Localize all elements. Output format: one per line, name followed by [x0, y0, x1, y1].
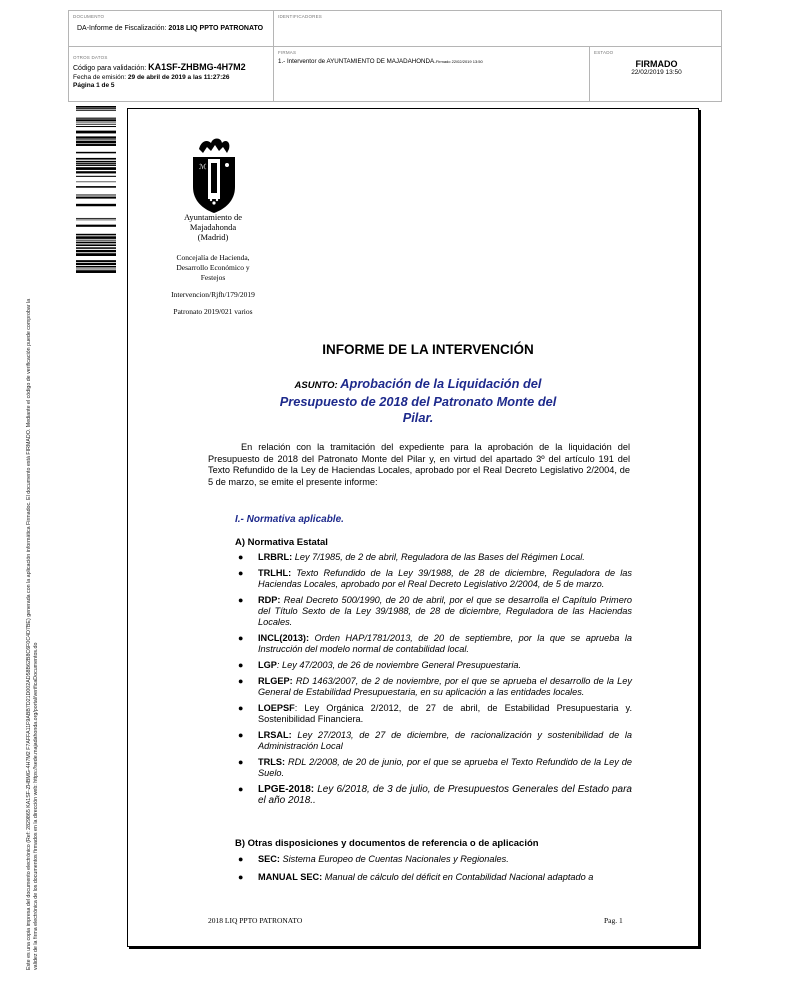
fecha-emision: Fecha de emisión: 29 de abril de 2019 a las 11:27:26	[73, 74, 230, 81]
firma-1: 1.- Interventor de AYUNTAMIENTO DE MAJADAHONDA.Firmado 22/02/2019 13:50	[278, 58, 483, 65]
identificadores-label: IDENTIFICADORES	[278, 14, 323, 19]
list-item: ● TRLS: RDL 2/2008, de 20 de junio, por el que se aprueba el Texto Refundido de la Ley de Suelo.	[238, 757, 632, 778]
document-page	[127, 108, 699, 947]
barcode-image	[76, 106, 116, 278]
subsection-a-heading: A) Normativa Estatal	[235, 537, 328, 548]
list-item: ● SEC: Sistema Europeo de Cuentas Nacionales y Regionales.	[238, 854, 509, 864]
codigo-validacion: Código para validación: KA1SF-ZHBMG-4H7M2	[73, 62, 246, 72]
list-item: ● INCL(2013): Orden HAP/1781/2013, de 20 de septiembre, por la que se aprueba la Instrucción del modelo normal de contabilidad local.	[238, 633, 632, 654]
pagina: Página 1 de 5	[73, 82, 115, 89]
asunto: ASUNTO: Aprobación de la Liquidación del Presupuesto de 2018 del Patronato Monte del Pilar.	[279, 376, 557, 425]
reference-1: Intervencion/Rjfh/179/2019	[171, 290, 255, 299]
section-normativa-heading: I.- Normativa aplicable.	[235, 514, 344, 525]
otras-disposiciones-list	[238, 854, 632, 888]
footer-left: 2018 LIQ PPTO PATRONATO	[208, 916, 303, 925]
list-item: ● LOEPSF: Ley Orgánica 2/2012, de 27 de abril, de Estabilidad Presupuestaria y. Sostenibilidad Financiera.	[238, 703, 632, 724]
header-firmas-box	[273, 46, 590, 102]
list-item: ● TRLHL: Texto Refundido de la Ley 39/1988, de 28 de diciembre, Reguladora de las Haciendas Locales, aprobado por el Real Decreto Legislativo 2/2004, de 5 de marzo.	[238, 568, 632, 589]
list-item: ● RLGEP: RD 1463/2007, de 2 de noviembre, por el que se aprueba el desarrollo de la Ley General de Estabilidad Presupuestaria, en su aplicación a las entidades locales.	[238, 676, 632, 697]
header-identificadores-box	[273, 10, 722, 47]
reference-2: Patronato 2019/021 varios	[173, 307, 253, 316]
header-estado-box	[589, 46, 722, 102]
header-otros-box	[68, 46, 274, 102]
subsection-b-heading: B) Otras disposiciones y documentos de referencia o de aplicación	[235, 838, 539, 849]
list-item: ● LPGE-2018: Ley 6/2018, de 3 de julio, de Presupuestos Generales del Estado para el año 2018..	[238, 784, 632, 806]
municipal-shield-logo	[191, 135, 237, 215]
list-item: ● MANUAL SEC: Manual de cálculo del déficit en Contabilidad Nacional adaptado a	[238, 872, 594, 882]
estado-label: ESTADO	[594, 50, 614, 55]
org-name: Ayuntamiento de Majadahonda (Madrid)	[184, 212, 242, 242]
documento-label: DOCUMENTO	[73, 14, 105, 19]
estado-value: FIRMADO	[635, 59, 678, 69]
footer-page-number: Pag. 1	[604, 916, 623, 925]
firmas-label: FIRMAS	[278, 50, 297, 55]
report-title: INFORME DE LA INTERVENCIÓN	[322, 342, 534, 357]
intro-paragraph: En relación con la tramitación del expediente para la aprobación de la liquidación del Presupuesto de 2018 del Patronato Monte del Pilar y, en virtud del apartado 3º del artículo 191 del Texto Refundido de la Ley de Haciendas Locales, aprobado por el Real Decreto Legislativo 2/2004, de 5 de marzo, se emite el presente informe:	[208, 442, 630, 487]
list-item: ● LRBRL: Ley 7/1985, de 2 de abril, Reguladora de las Bases del Régimen Local.	[238, 552, 585, 562]
documento-value: DA-Informe de Fiscalización: 2018 LIQ PPTO PATRONATO	[77, 25, 264, 32]
list-item: ● RDP: Real Decreto 500/1990, de 20 de abril, por el que se desarrolla el Capítulo Primero del Título Sexto de la Ley 39/1988, de 28 de diciembre, Reguladora de las Haciendas Locales.	[238, 595, 632, 627]
otros-label: OTROS DATOS	[73, 55, 108, 60]
list-item: ● LGP: Ley 47/2003, de 26 de noviembre General Presupuestaria.	[238, 660, 522, 670]
estado-date: 22/02/2019 13:50	[631, 69, 682, 76]
verification-side-text: Este es una copia impresa del documento electrónico (Ref: 2829865 KA1SF-ZHBMG-4H7M2 F7AFFA11F9ABB7D21D002AD58B62B8C6F0C4D7BE) generada con la aplicación informática Firmadoc. El documento está FIRMADO. Mediante el código de verificación puede comprobar la validez de la firma electrónica de los documentos firmados en la dirección web: https://sede.majadahonda.org/portal/verificaDocumentos.do	[26, 298, 40, 970]
header-documento-box	[68, 10, 274, 47]
list-item: ● LRSAL: Ley 27/2013, de 27 de diciembre, de racionalización y sostenibilidad de la Administración Local	[238, 730, 632, 751]
department: Concejalía de Hacienda, Desarrollo Económico y Festejos	[176, 253, 250, 282]
svg-text:ℳ: ℳ	[199, 163, 207, 171]
normativa-estatal-list	[238, 552, 632, 811]
